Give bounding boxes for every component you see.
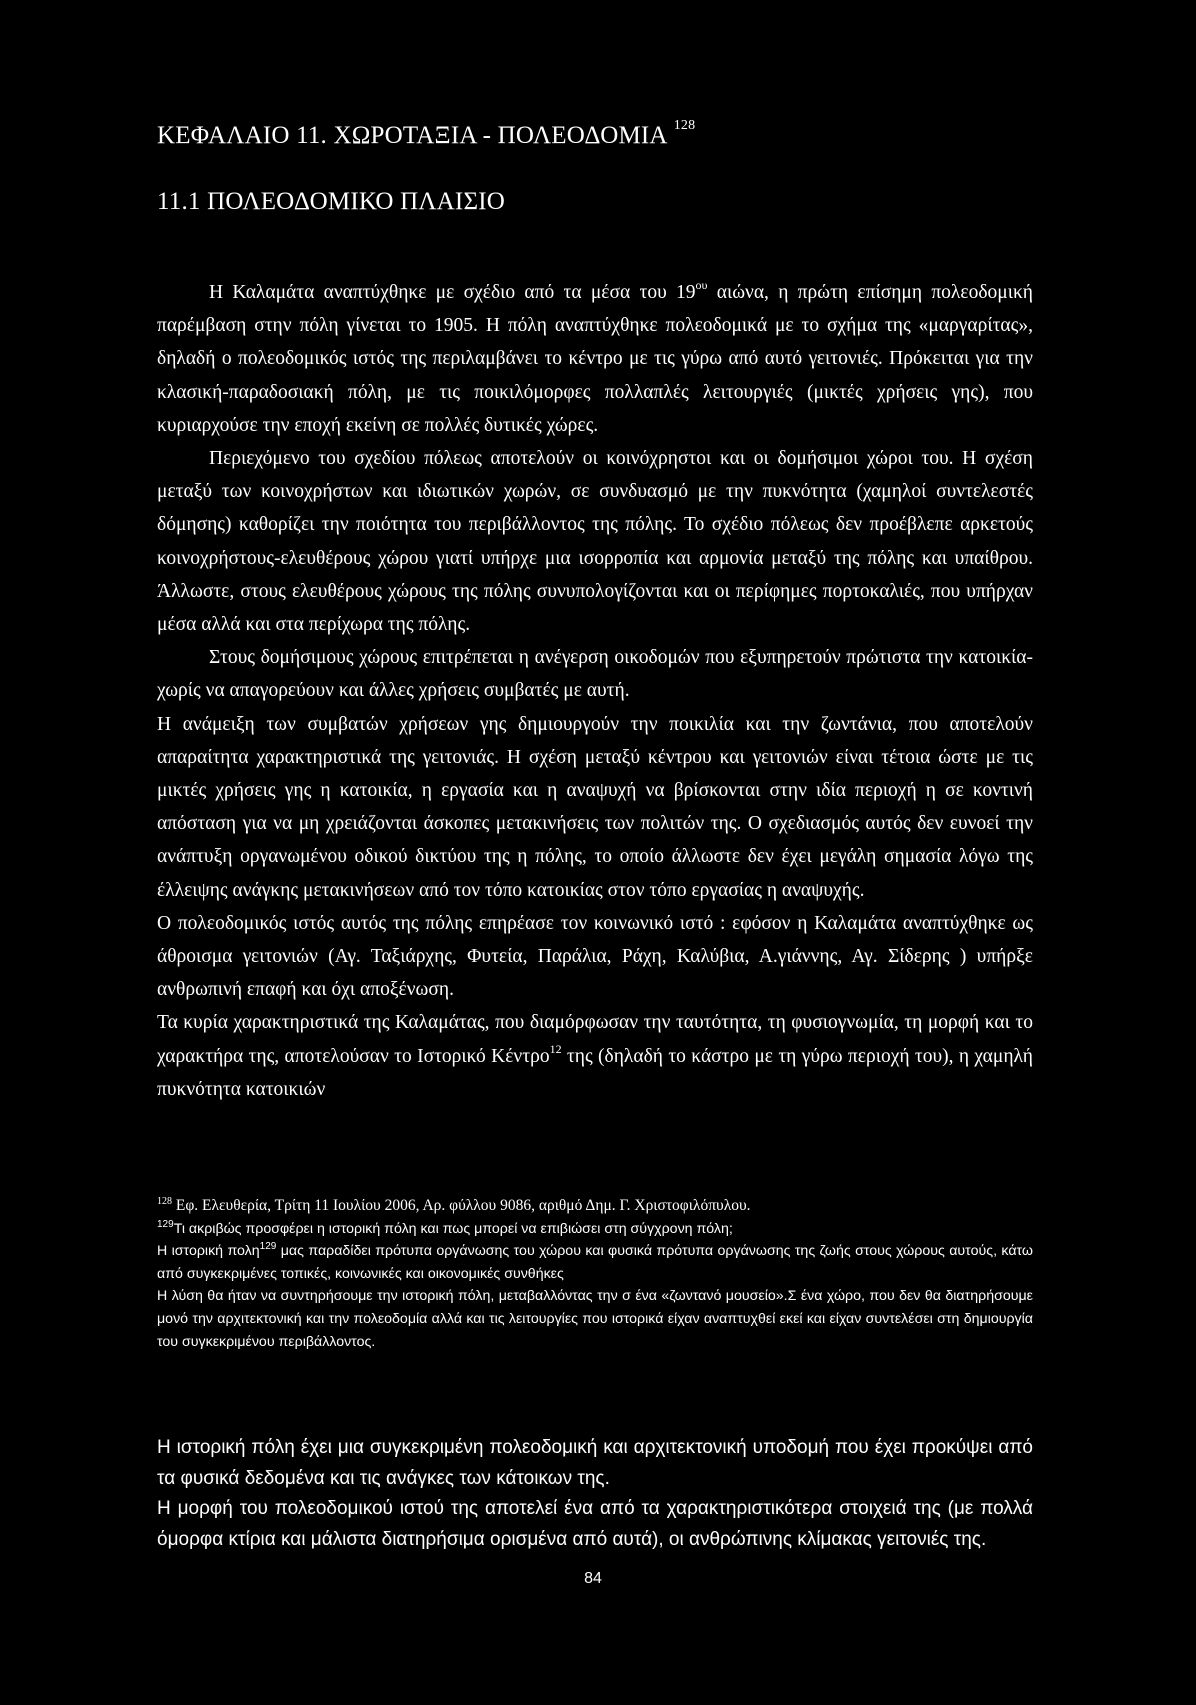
paragraph-6-sup: 12 — [549, 1041, 562, 1056]
tail-paragraph-1: Η ιστορική πόλη έχει μια συγκεκριμένη πολεοδομική και αρχιτεκτονική υποδομή που έχει προκύψει από τα φυσικά δεδομένα και τις ανάγκες των κάτοικων της. — [157, 1437, 1033, 1489]
page-number: 84 — [584, 1570, 602, 1587]
section-title: 11.1 ΠΟΛΕΟΔΟΜΙΚΟ ΠΛΑΙΣΙΟ — [157, 188, 505, 215]
footnote-line-2 — [157, 1240, 1033, 1285]
paragraph-6 — [157, 1006, 1033, 1106]
paragraph-1-b: αιώνα, η πρώτη επίσημη πολεοδομική παρέμβαση στην πόλη γίνεται το 1905. Η πόλη αναπτύχθηκε πολεοδομικά με το σχήμα της «μαργαρίτας», δηλαδή ο πολεοδομικός ιστός της περιλαμβάνει το κέντρο με τις γύρω από αυτό γειτονιές. Πρόκειται για την κλασική-παραδοσιακή πόλη, με τις ποικιλόμορφες πολλαπλές λειτουργιές (μικτές χρήσεις γης), που κυριαρχούσε την εποχή εκείνη σε πολλές δυτικές χώρες. — [157, 282, 1033, 436]
footnote-128-number: 128 — [157, 1196, 172, 1207]
footnote-129-number: 129 — [157, 1218, 174, 1230]
paragraph-6-b: της (δηλαδή το κάστρο με τη γύρω περιοχή του), η χαμηλή πυκνότητα κατοικιών — [157, 1045, 1033, 1100]
footnote-line-3: Η λύση θα ήταν να συντηρήσουμε την ιστορική πόλη, μεταβαλλόντας την σ ένα «ζωντανό μουσείο».Σ ένα χώρο, που δεν θα διατηρήσουμε μονό την αρχιτεκτονική και την πολεοδομία αλλά και τις λειτουργίες που ιστορικά είχαν αναπτυχθεί εκεί και είχαν συντελέσει στη δημιουργία του συγκεκριμένου περιβάλλοντος. — [157, 1288, 1033, 1350]
chapter-title-text: ΚΕΦΑΛΑΙΟ 11. ΧΩΡΟΤΑΞΙΑ - ΠΟΛΕΟΔΟΜΙΑ — [157, 122, 668, 149]
chapter-footnote-ref: 128 — [673, 118, 696, 133]
tail-paragraph-2: Η μορφή του πολεοδομικού ιστού της αποτελεί ένα από τα χαρακτηριστικότερα στοιχειά της (με πολλά όμορφα κτίρια και μάλιστα διατηρήσιμα ορισμένα από αυτά), οι ανθρώπινης κλίμακας γειτονιές της. — [157, 1498, 1033, 1550]
footnote-129 — [157, 1218, 1033, 1241]
paragraph-5: Ο πολεοδομικός ιστός αυτός της πόλης επηρέασε τον κοινωνικό ιστό : εφόσον η Καλαμάτα αναπτύχθηκε ως άθροισμα γειτονιών (Αγ. Ταξιάρχης, Φυτεία, Παράλια, Ράχη, Καλύβια, Α.γιάννης, Αγ. Σίδερης ) υπήρξε ανθρωπινή επαφή και όχι αποξένωση. — [157, 912, 1033, 1001]
footnote-line-2-b: μας παραδίδει πρότυπα οργάνωσης του χώρου και φυσικά πρότυπα οργάνωσης της ζωής στους χώρους αυτούς, κάτω από συγκεκριμένες τοπικές, κοινωνικές και οικονομικές συνθήκες — [157, 1243, 1034, 1282]
footnotes — [157, 1195, 1033, 1353]
paragraph-3: Στους δομήσιμους χώρους επιτρέπεται η ανέγερση οικοδομών που εξυπηρετούν πρώτιστα την κατοικία-χωρίς να απαγορεύουν και άλλες χρήσεις συμβατές με αυτή. — [157, 647, 1033, 702]
footnote-128 — [157, 1195, 1033, 1218]
paragraph-1-sup: ου — [695, 278, 708, 292]
footnote-128-text: Εφ. Ελευθερία, Τρίτη 11 Ιουλίου 2006, Αρ. φύλλου 9086, αριθμό Δημ. Γ. Χριστοφιλόπυλου. — [172, 1197, 751, 1214]
footnote-line-2-a: Η ιστορική πολη — [157, 1243, 260, 1260]
paragraph-2: Περιεχόμενο του σχεδίου πόλεως αποτελούν οι κοινόχρηστοι και οι δομήσιμοι χώροι του. Η σχέση μεταξύ των κοινοχρήστων και ιδιωτικών χωρών, σε συνδυασμό με την πυκνότητα (χαμηλοί συντελεστές δόμησης) καθορίζει την ποιότητα του περιβάλλοντος της πόλης. Το σχέδιο πόλεως δεν προέβλεπε αρκετούς κοινοχρήστους-ελευθέρους χώρου γιατί υπήρχε μια ισορροπία και αρμονία μεταξύ της πόλης και υπαίθρου. Άλλωστε, στους ελευθέρους χώρους της πόλης συνυπολογίζονται και οι περίφημες πορτοκαλιές, που υπήρχαν μέσα αλλά και στα περίχωρα της πόλης. — [157, 448, 1033, 636]
paragraph-4: Η ανάμειξη των συμβατών χρήσεων γης δημιουργούν την ποικιλία και την ζωντάνια, που αποτελούν απαραίτητα χαρακτηριστικά της γειτονιάς. Η σχέση μεταξύ κέντρου και γειτονιών είναι τέτοια ώστε με τις μικτές χρήσεις γης η κατοικία, η εργασία και η αναψυχή να βρίσκονται στην ιδία περιοχή η σε κοντινή απόσταση για να μη χρειάζονται άσκοπες μετακινήσεις των πολιτών της. Ο σχεδιασμός αυτός δεν ευνοεί την ανάπτυξη οργανωμένου οδικού δικτύου της η πόλης, το οποίο άλλωστε δεν έχει μεγάλη σημασία λόγω της έλλειψης ανάγκης μετακινήσεων από τον τόπο κατοικίας στον τόπο εργασίας η αναψυχής. — [157, 713, 1033, 901]
chapter-title — [157, 118, 695, 150]
footnote-129-text: Τι ακριβώς προσφέρει η ιστορική πόλη και πως μπορεί να επιβιώσει στη σύγχρονη πόλη; — [173, 1220, 733, 1237]
main-text — [157, 276, 1033, 1106]
paragraph-1 — [157, 276, 1033, 442]
paragraph-6-a: Τα κυρία χαρακτηριστικά της Καλαμάτας, που διαμόρφωσαν την ταυτότητα, τη φυσιογνωμία, τη μορφή και το χαρακτήρα της, αποτελούσαν το Ιστορικό Κέντρο — [157, 1012, 1033, 1067]
footnote-line-2-sup: 129 — [259, 1241, 277, 1253]
tail-text — [157, 1433, 1033, 1555]
paragraph-1-a: Η Καλαμάτα αναπτύχθηκε με σχέδιο από τα μέσα του 19 — [209, 282, 696, 303]
